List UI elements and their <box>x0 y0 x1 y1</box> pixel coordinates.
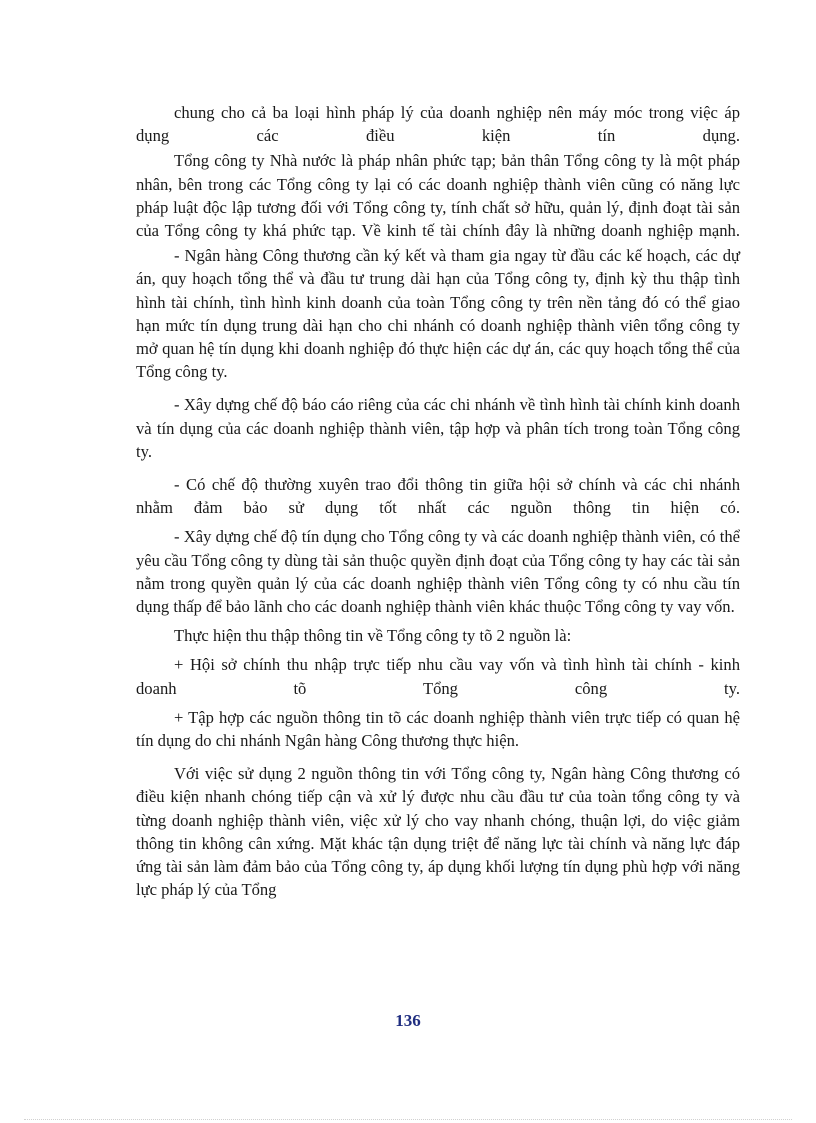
body-text <box>136 101 740 902</box>
page-bottom-divider <box>24 1119 792 1120</box>
paragraph-conclusion: Với việc sử dụng 2 nguồn thông tin với Tổng công ty, Ngân hàng Công thương có điều kiện nhanh chóng tiếp cận và xử lý được nhu cầu đầu tư của toàn tổng công ty và từng doanh nghiệp thành viên, việc xử lý cho vay nhanh chóng, thuận lợi, do việc giảm thông tin không cân xứng. Mặt khác tận dụng triệt để năng lực tài chính và năng lực đáp ứng tài sản làm đảm bảo của Tổng công ty, áp dụng khối lượng tín dụng phù hợp với năng lực pháp lý của Tổng <box>136 764 740 900</box>
paragraph-continuation: chung cho cả ba loại hình pháp lý của doanh nghiệp nên máy móc trong việc áp dụng các điều kiện tín dụng. <box>136 103 740 146</box>
paragraph-information-sources: Thực hiện thu thập thông tin về Tổng công ty tõ 2 nguồn là: <box>174 626 572 646</box>
paragraph-bank-planning: - Ngân hàng Công thương cần ký kết và tham gia ngay từ đầu các kế hoạch, các dự án, quy hoạch tổng thể và đầu tư trung dài hạn của Tổng công ty, định kỳ thu thập tình hình tài chính, tình hình kinh doanh của toàn Tổng công ty trên nền tảng đó có thể giao hạn mức tín dụng trung dài hạn cho chi nhánh có doanh nghiệp thành viên tổng công ty mở quan hệ tín dụng khi doanh nghiệp đó thực hiện các dự án, các quy hoạch tổng thể của Tổng công ty. <box>136 246 740 382</box>
paragraph-reporting-regime: - Xây dựng chế độ báo cáo riêng của các chi nhánh về tình hình tài chính kinh doanh và tín dụng của các doanh nghiệp thành viên, tập hợp và phân tích trong toàn Tổng công ty. <box>136 395 740 461</box>
page-number: 136 <box>395 1011 421 1030</box>
paragraph-information-exchange: - Có chế độ thường xuyên trao đổi thông tin giữa hội sở chính và các chi nhánh nhằm đảm bảo sử dụng tốt nhất các nguồn thông tin hiện có. <box>136 475 740 518</box>
paragraph-source-headquarters: + Hội sở chính thu nhập trực tiếp nhu cầu vay vốn và tình hình tài chính - kinh doanh tõ Tổng công ty. <box>136 655 740 698</box>
paragraph-credit-regime: - Xây dựng chế độ tín dụng cho Tổng công ty và các doanh nghiệp thành viên, có thể yêu cầu Tổng công ty dùng tài sản thuộc quyền định đoạt của Tổng công ty hay các tài sản nằm trong quyền quản lý của các doanh nghiệp thành viên Tổng công ty có nhu cầu tín dụng thấp để bảo lãnh cho các doanh nghiệp thành viên khác thuộc Tổng công ty vay vốn. <box>136 527 740 617</box>
paragraph-source-members: + Tập hợp các nguồn thông tin tõ các doanh nghiệp thành viên trực tiếp có quan hệ tín dụng do chi nhánh Ngân hàng Công thương thực hiện. <box>136 707 740 751</box>
paragraph-state-corporations: Tổng công ty Nhà nước là pháp nhân phức tạp; bản thân Tổng công ty là một pháp nhân, bên trong các Tổng công ty lại có các doanh nghiệp thành viên cũng có năng lực pháp luật độc lập tương đối với Tổng công ty, tính chất sở hữu, quản lý, định đoạt tài sản của Tổng công ty khá phức tạp. Về kinh tế tài chính đây là những doanh nghiệp mạnh. <box>136 151 740 241</box>
